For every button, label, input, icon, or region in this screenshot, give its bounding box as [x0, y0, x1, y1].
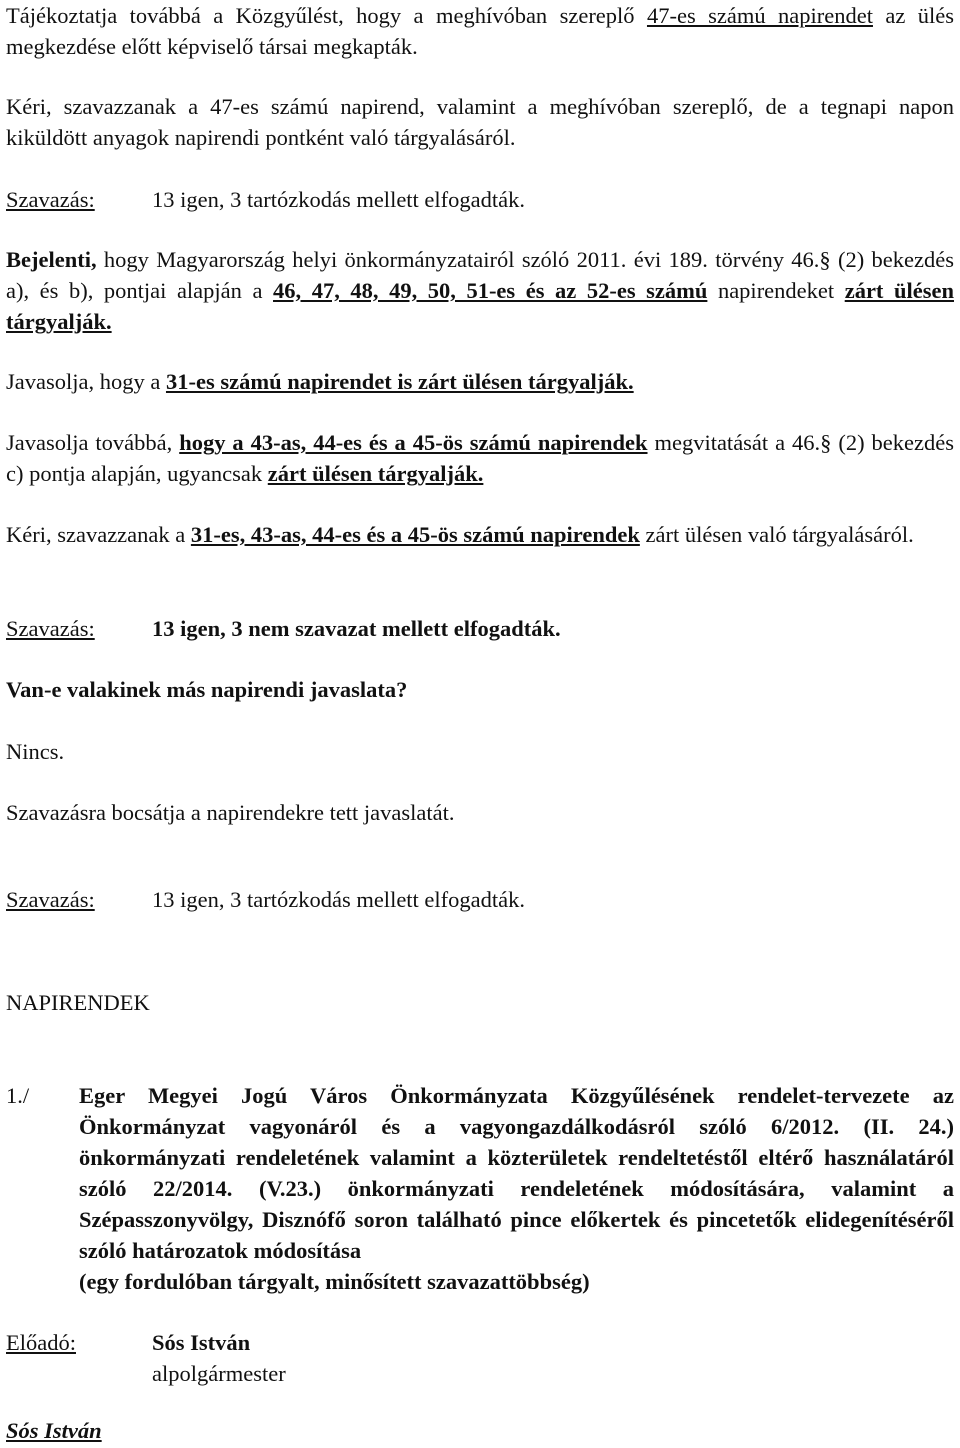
closed-session-phrase: zárt ülésen tárgyalják. — [267, 461, 484, 486]
paragraph-request-closed-vote — [6, 519, 954, 550]
vote-3 — [6, 884, 954, 915]
vote-label: Szavazás: — [6, 187, 95, 212]
bold-lead: Bejelenti, — [6, 247, 97, 272]
text-run: zárt ülésen való tárgyalásáról. — [639, 522, 914, 547]
text-run: megvitatását a 46.§ (2) bekezdés c) pontja alapján, ugyancsak — [6, 430, 954, 486]
agenda-numbers: 31-es, 43-as, 44-es és a 45-ös számú napirendek — [190, 522, 640, 547]
text-run: Tájékoztatja továbbá a Közgyűlést, hogy a meghívóban szereplő — [6, 3, 647, 28]
text-run: napirendeket — [707, 278, 845, 303]
agenda-numbers: 46, 47, 48, 49, 50, 51-es és az 52-es számú — [273, 278, 708, 303]
vote-label: Szavazás: — [6, 887, 95, 912]
agenda-note: (egy fordulóban tárgyalt, minősített szavazattöbbség) — [79, 1269, 590, 1294]
presenter-name: Sós István — [152, 1330, 251, 1355]
closed-session-phrase: zárt ülésen tárgyalják. — [6, 278, 954, 334]
agenda-item-1 — [6, 1080, 954, 1297]
closed-session-phrase: 31-es számú napirendet is zárt ülésen tárgyalják. — [165, 369, 634, 394]
text-run: Javasolja továbbá, — [6, 430, 180, 455]
agenda-reference: 47-es számú napirendet — [646, 3, 873, 28]
heading-text: NAPIRENDEK — [6, 990, 150, 1015]
vote-result: 13 igen, 3 tartózkodás mellett elfogadták. — [152, 187, 526, 212]
question-line — [6, 674, 954, 705]
paragraph-request-vote — [6, 91, 954, 153]
paragraph-intro — [6, 0, 954, 62]
vote-1 — [6, 184, 954, 215]
vote-result: 13 igen, 3 tartózkodás mellett elfogadták. — [152, 887, 526, 912]
text-run: az ülés megkezdése előtt képviselő társai megkapták. — [6, 3, 955, 59]
agenda-title: Eger Megyei Jogú Város Önkormányzata Közgyűlésének rendelet-tervezete az Önkormányzat vagyonáról és a vagyongazdálkodásról szóló 6/2012. (II. 24.) önkormányzati rendeletének valamint a közterületek rendeltetéstől eltérő használatáról szóló 22/2014. (V.23.) önkormányzati rendeletének módosítására, valamint a Szépasszonyvölgy, Disznófő soron található pince előkertek és pincetetők elidegenítéséről szóló határozatok módosítása — [79, 1083, 954, 1263]
answer-text: Nincs. — [6, 739, 65, 764]
agenda-body — [79, 1080, 954, 1297]
presenter-info — [152, 1327, 286, 1389]
speaker — [6, 1415, 954, 1446]
agenda-number: 1./ — [6, 1083, 30, 1108]
text-run: Kéri, szavazzanak a — [6, 522, 191, 547]
presenter-role: alpolgármester — [152, 1361, 286, 1386]
section-heading — [6, 987, 954, 1018]
vote-2 — [6, 613, 954, 644]
agenda-numbers: hogy a 43-as, 44-es és a 45-ös számú napirendek — [179, 430, 648, 455]
answer-line — [6, 736, 954, 767]
submit-line — [6, 797, 954, 828]
paragraph-text: Kéri, szavazzanak a 47-es számú napirend, valamint a meghívóban szereplő, de a tegnapi napon kiküldött anyagok napirendi pontként való tárgyalásáról. — [6, 94, 954, 150]
paragraph-proposal-43-45 — [6, 427, 954, 489]
submit-text: Szavazásra bocsátja a napirendekre tett javaslatát. — [6, 800, 455, 825]
vote-label: Szavazás: — [6, 616, 95, 641]
text-run: Javasolja, hogy a — [6, 369, 166, 394]
presenter-label: Előadó: — [6, 1330, 76, 1355]
vote-result: 13 igen, 3 nem szavazat mellett elfogadták. — [152, 616, 561, 641]
presenter — [6, 1327, 954, 1389]
question-text: Van-e valakinek más napirendi javaslata? — [6, 677, 408, 702]
paragraph-announcement — [6, 244, 954, 337]
text-run: hogy Magyarország helyi önkormányzatairól szóló 2011. évi 189. törvény 46.§ (2) bekezdés a), és b), pontjai alapján a — [6, 247, 954, 303]
paragraph-proposal-31 — [6, 366, 954, 397]
speaker-name: Sós István — [6, 1418, 102, 1443]
